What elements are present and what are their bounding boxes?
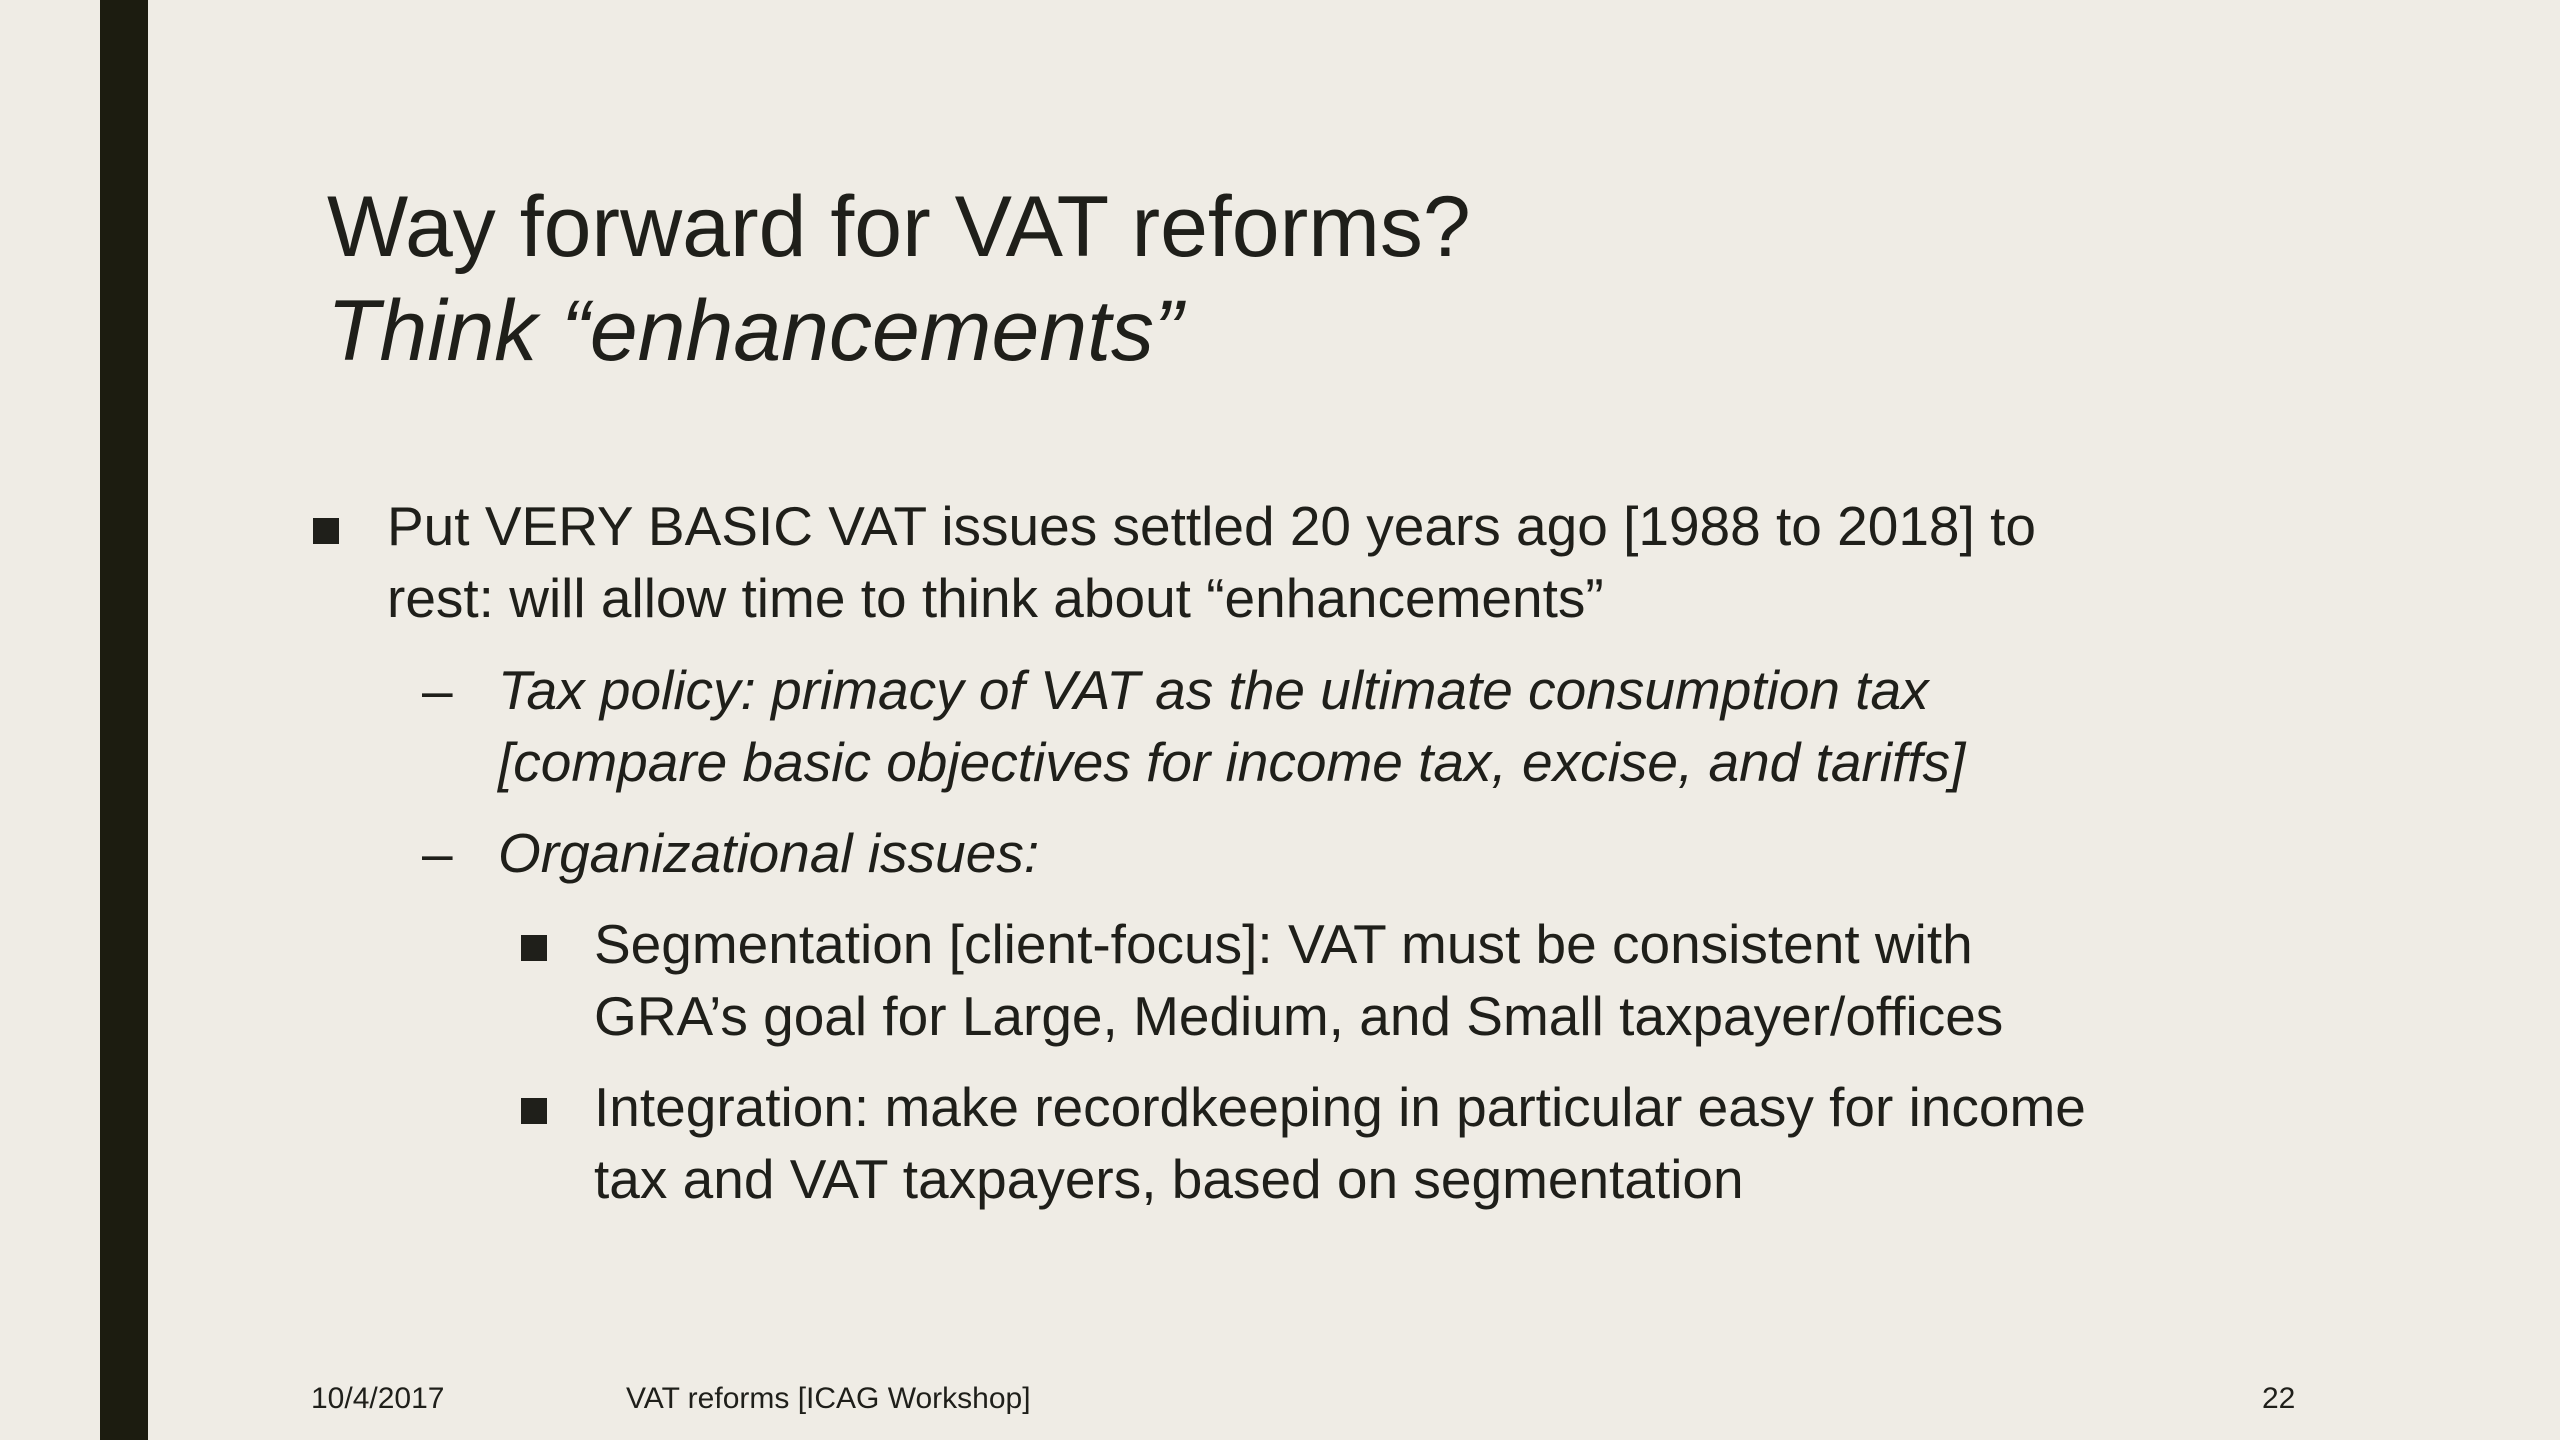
sub-sub-bullet-line-1: Segmentation [client-focus]: VAT must be consistent with	[594, 913, 1973, 975]
square-bullet-icon	[521, 1098, 547, 1124]
dash-bullet-icon: –	[422, 659, 453, 721]
sub-bullet-line-1: Tax policy: primacy of VAT as the ultimate consumption tax	[498, 659, 1929, 721]
square-bullet-icon	[313, 518, 339, 544]
footer-page-number: 22	[2262, 1382, 2296, 1415]
square-bullet-icon	[521, 935, 547, 961]
sub-sub-bullet-item	[594, 1071, 2494, 1215]
side-accent-bar	[100, 0, 148, 1440]
title-line-2: Think “enhancements”	[327, 283, 1183, 379]
sub-sub-bullet-line-2: tax and VAT taxpayers, based on segmentation	[594, 1148, 1744, 1210]
bullet-item-line-1: Put VERY BASIC VAT issues settled 20 years ago [1988 to 2018] to	[387, 495, 2036, 557]
sub-sub-bullet-line-2: GRA’s goal for Large, Medium, and Small taxpayer/offices	[594, 985, 2004, 1047]
dash-bullet-icon: –	[422, 822, 453, 884]
bullet-item	[387, 490, 2387, 634]
sub-sub-bullet-item	[594, 908, 2494, 1052]
sub-sub-bullet-line-1: Integration: make recordkeeping in particular easy for income	[594, 1076, 2086, 1138]
sub-bullet-line-1: Organizational issues:	[498, 822, 1040, 884]
slide-title	[327, 175, 2227, 383]
sub-bullet-item	[498, 654, 2398, 798]
footer-title: VAT reforms [ICAG Workshop]	[626, 1382, 1031, 1415]
sub-bullet-line-2: [compare basic objectives for income tax, excise, and tariffs]	[498, 731, 1966, 793]
title-line-1: Way forward for VAT reforms?	[327, 179, 1471, 275]
bullet-item-line-2: rest: will allow time to think about “enhancements”	[387, 567, 1604, 629]
sub-bullet-item	[498, 817, 2398, 889]
footer-date: 10/4/2017	[311, 1382, 445, 1415]
